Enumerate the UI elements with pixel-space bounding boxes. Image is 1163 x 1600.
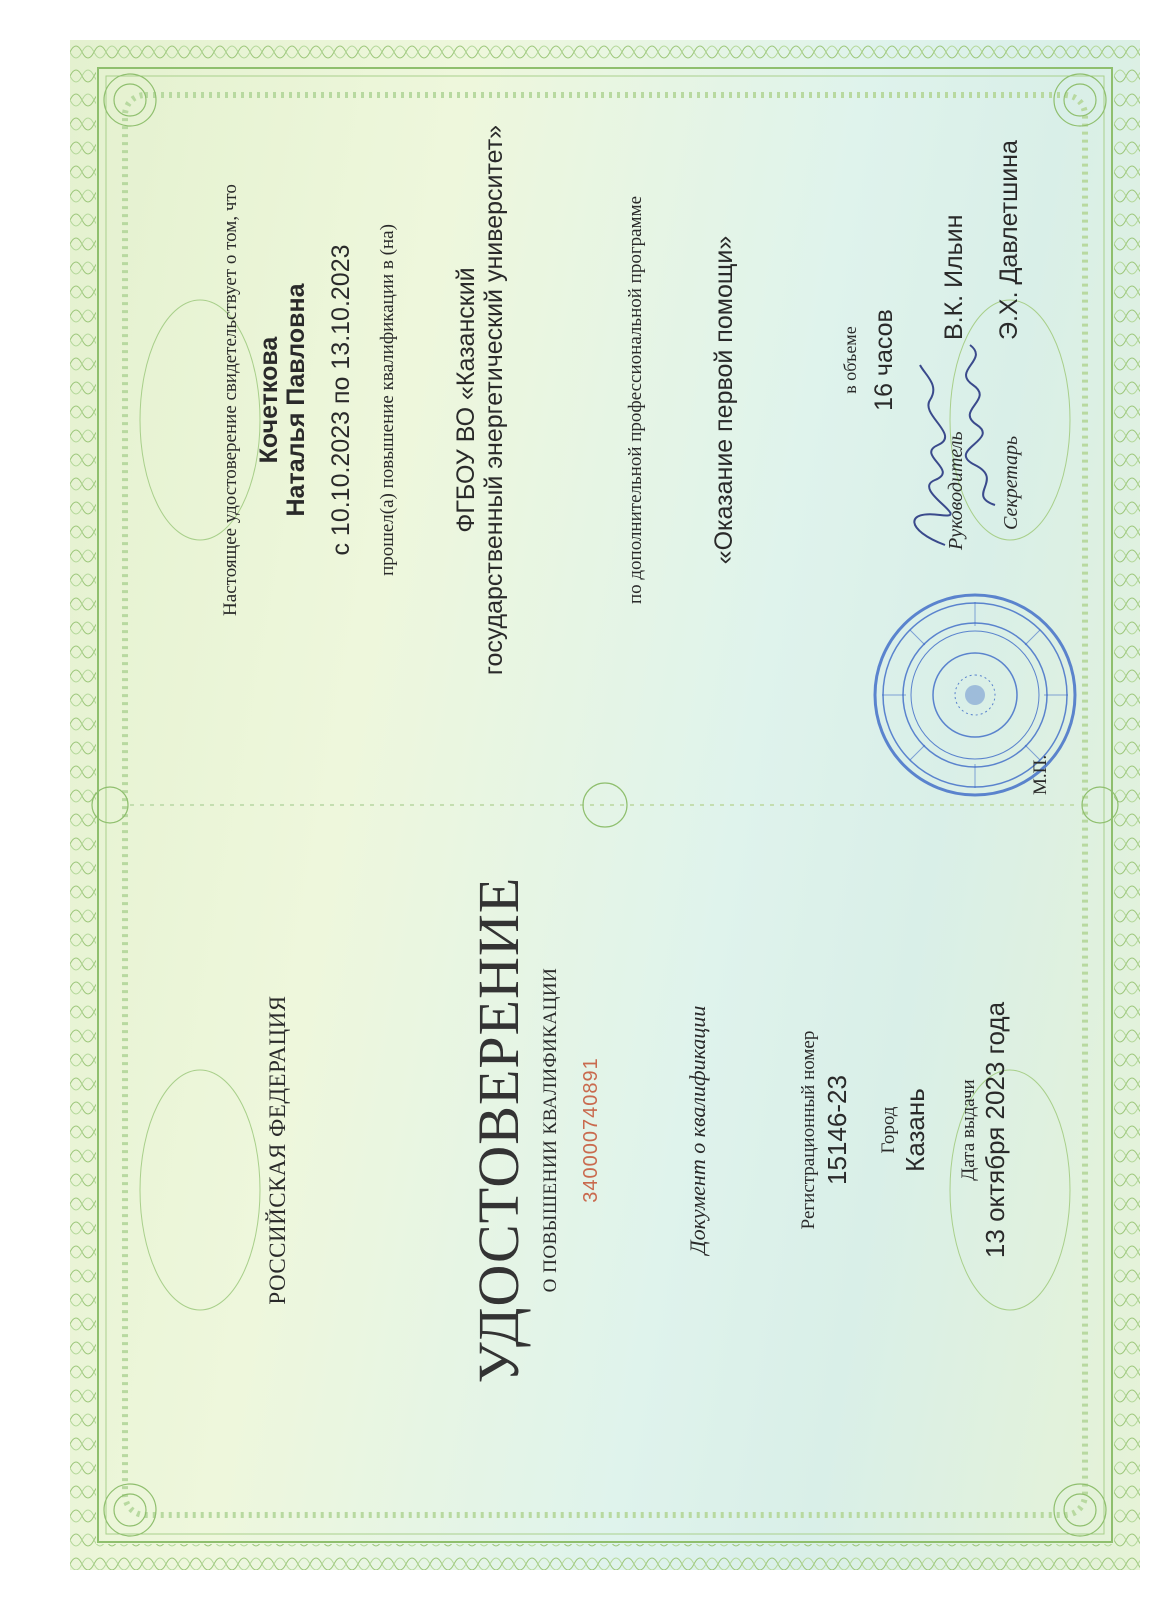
head-name: В.К. Ильин [940, 214, 968, 340]
city-value: Казань [900, 1088, 930, 1172]
training-period: с 10.10.2023 по 13.10.2023 [327, 244, 355, 556]
registration-number: 15146-23 [822, 1075, 852, 1185]
volume-label: в объеме [840, 326, 860, 394]
stamp-place-label: М.П. [1030, 754, 1051, 795]
registration-label: Регистрационный номер [798, 1030, 819, 1230]
issue-date-label: Дата выдачи [958, 1079, 979, 1181]
secretary-name: Э.Х. Давлетшина [995, 140, 1023, 340]
document-number: 340000740891 [580, 1057, 602, 1203]
document-kind: Документ о квалификации [685, 1005, 710, 1255]
program-label: по дополнительной профессиональной программе [625, 195, 646, 605]
intro-text: Настоящее удостоверение свидетельствует о том, что [220, 184, 241, 616]
document-title: УДОСТОВЕРЕНИЕ [466, 876, 531, 1384]
certificate-sheet [70, 40, 1140, 1570]
rotated-content [70, 40, 1140, 1570]
city-label: Город [878, 1106, 899, 1154]
country-name: РОССИЙСКАЯ ФЕДЕРАЦИЯ [265, 995, 290, 1305]
holder-given-names: Наталья Павловна [282, 283, 310, 517]
organization-line-2: государственный энергетический университет» [480, 124, 508, 676]
passed-text: прошел(а) повышение квалификации в (на) [377, 224, 398, 576]
holder-surname: Кочеткова [255, 336, 283, 464]
issue-date: 13 октября 2023 года [980, 1001, 1010, 1259]
organization-line-1: ФГБОУ ВО «Казанский [452, 267, 480, 533]
document-subtitle: О ПОВЫШЕНИИ КВАЛИФИКАЦИИ [540, 967, 561, 1293]
head-role: Руководитель [945, 431, 967, 550]
program-name: «Оказание первой помощи» [710, 235, 738, 565]
volume-value: 16 часов [870, 309, 898, 411]
secretary-role: Секретарь [1000, 435, 1022, 530]
